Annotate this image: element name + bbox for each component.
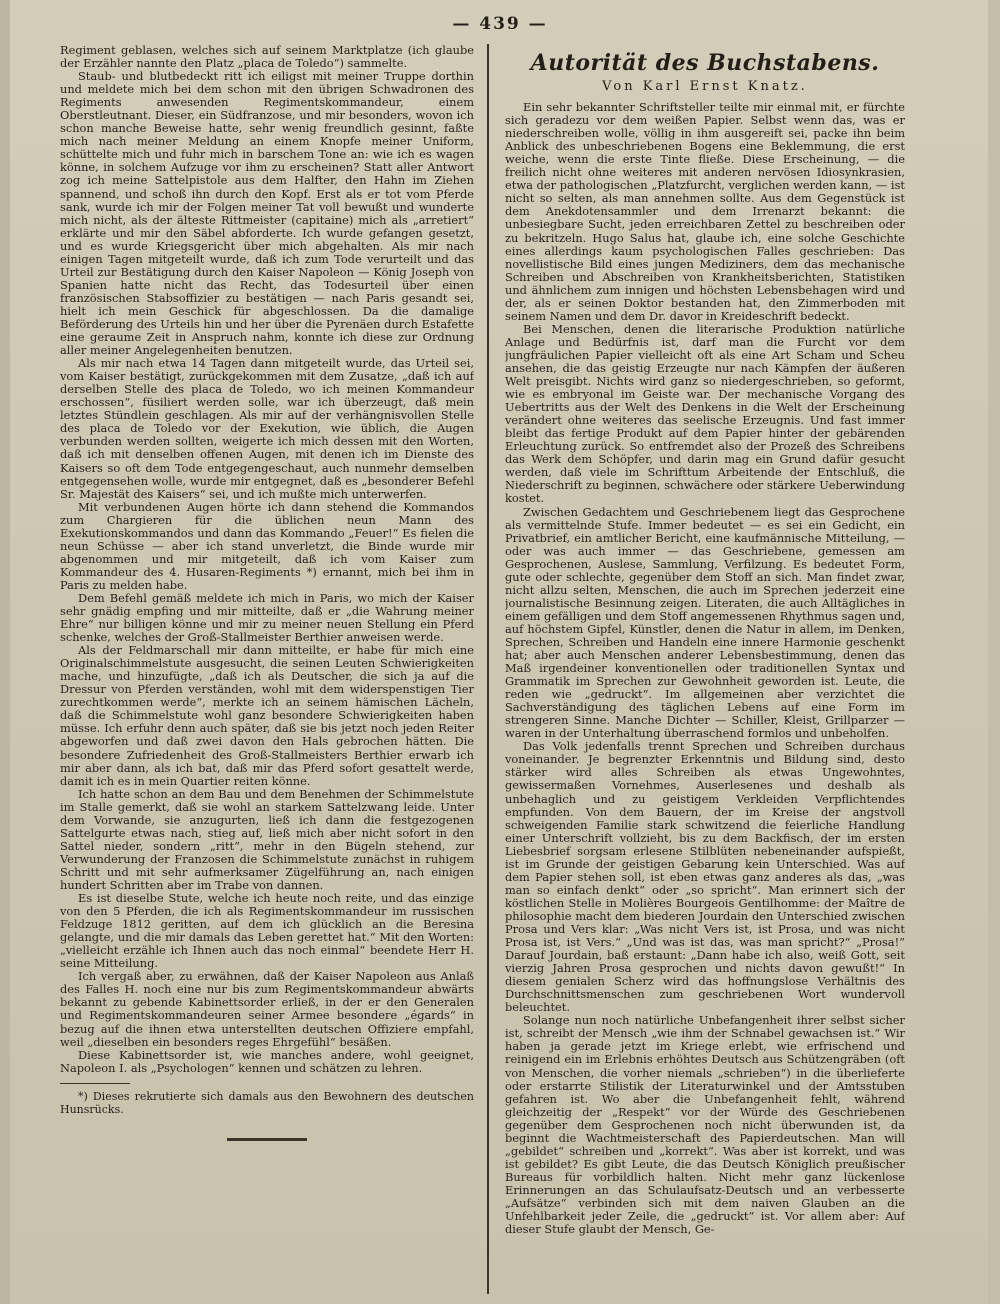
article-paragraph: Solange nun noch natürliche Unbefangenheit ihrer selbst sicher ist, schreibt der Mensch „wie ihm der Schnabel gewachsen ist.“ Wir haben ja gerade jetzt im Kriege erlebt, wie erfrischend und reinigend ein im Erlebnis erhöhtes Deutsch aus Schützengräben (oft von Menschen, die vorher niemals „schrieben“) in die überlieferte oder erstarrte Stilistik der Literaturwinkel und der Amtsstuben gefahren ist. Wo aber die Unbefangenheit fehlt, während gleichzeitig der „Respekt“ vor der Würde des Geschriebenen gegenüber dem Gesprochenen noch nicht überwunden ist, da beginnt die Wachtmeisterschaft des Papierdeutschen. Man will „gebildet“ schreiben und „korrekt“. Was aber ist korrekt, und was ist gebildet? Es gibt Leute, die das Deutsch Königlich preußischer Bureaus für vorbildlich halten. Nicht mehr ganz lückenlose Erinnerungen an das Schulaufsatz-Deutsch und an verbesserte „Aufsätze“ verbinden sich mit dem naiven Glauben an die Unfehlbarkeit jeder Zeile, die „gedruckt“ ist. Vor allem aber: Auf dieser Stufe glaubt der Mensch, Ge- — [505, 1013, 905, 1237]
right-column — [505, 50, 905, 1290]
left-paragraph: Es ist dieselbe Stute, welche ich heute noch reite, und das einzige von den 5 Pferden, die ich als Regimentskommandeur im russischen Feldzuge 1812 geritten, auf dem ich glücklich an die Beresina gelangte, und die mir damals das Leben gerettet hat.“ Mit den Worten: „vielleicht erzähle ich Ihnen auch das noch einmal“ beendete Herr H. seine Mitteilung. — [60, 891, 474, 971]
article-paragraph: Zwischen Gedachtem und Geschriebenem liegt das Gesprochene als vermittelnde Stufe. Immer bedeutet — es sei ein Gedicht, ein Privatbrief, ein amtlicher Bericht, eine kaufmännische Mitteilung, — oder was auch immer — das Geschriebene, gemessen am Gesprochenen, Auslese, Sammlung, Verfilzung. Es bedeutet Form, gute oder schlechte, gegenüber dem Stoff an sich. Man findet zwar, nicht allzu selten, Menschen, die auch im Sprechen jederzeit eine journalistische Besinnung zeigen. Literaten, die auch Alltägliches in einem gefälligen und dem Stoff angemessenen Rhythmus sagen und, auf höchstem Gipfel, Künstler, denen die Natur in allem, im Denken, Sprechen, Schreiben und Handeln eine innere Harmonie geschenkt hat; aber auch Menschen anderer Lebensbestimmung, denen das Maß irgendeiner konventionellen oder traditionellen Syntax und Grammatik im Sprechen zur Gewohnheit geworden ist. Leute, die reden wie „gedruckt“. Im allgemeinen aber verzichtet die Sachverständigung des täglichen Lebens auf eine Form im strengeren Sinne. Manche Dichter — Schiller, Kleist, Grillparzer — waren in der Unterhaltung überraschend formlos und unbeholfen. — [505, 504, 905, 741]
article-title: Autorität des Buchstabens. — [530, 50, 880, 76]
left-paragraph: Dem Befehl gemäß meldete ich mich in Paris, wo mich der Kaiser sehr gnädig empfing und mir mitteilte, daß er „die Wahrung meiner Ehre“ nur billigen könne und mir zu meiner neuen Stellung ein Pferd schenke, welches der Groß-Stallmeister Berthier anweisen werde. — [60, 590, 474, 645]
left-paragraph: Diese Kabinettsorder ist, wie manches andere, wohl geeignet, Napoleon I. als „Psychologen“ kennen und schätzen zu lehren. — [60, 1047, 474, 1075]
left-paragraph: Regiment geblasen, welches sich auf seinem Marktplatze (ich glaube der Erzähler nannte den Platz „placa de Toledo“) sammelte. — [60, 44, 474, 71]
page-left-edge — [0, 0, 10, 1304]
footnote: *) Dieses rekrutierte sich damals aus den Bewohnern des deutschen Hunsrücks. — [60, 1089, 474, 1116]
column-divider — [487, 44, 489, 1294]
left-column — [60, 44, 474, 1284]
left-paragraph: Mit verbundenen Augen hörte ich dann stehend die Kommandos zum Chargieren für die üblichen neun Mann des Exekutionskommandos und dann das Kommando „Feuer!“ Es fielen die neun Schüsse — aber ich stand unverletzt, die Binde wurde mir abgenommen und mir mitgeteilt, daß ich vom Kaiser zum Kommandeur des 4. Husaren-Regiments *) ernannt, mich bei ihm in Paris zu melden habe. — [60, 499, 474, 592]
article-author: Von Karl Ernst Knatz. — [602, 79, 808, 94]
article-paragraph: Das Volk jedenfalls trennt Sprechen und Schreiben durchaus voneinander. Je begrenzter Erkenntnis und Bildung sind, desto stärker wird alles Schreiben als etwas Ungewohntes, gewissermaßen Vornehmes, Auserlesenes und deshalb als unbehaglich und zu geistigem Verkleiden Verpflichtendes empfunden. Von dem Bauern, der im Kreise der angstvoll schweigenden Familie stark schwitzend die feierliche Handlung einer Unterschrift vollzieht, bis zu dem Backfisch, der im ersten Liebesbrief sorgsam erlesene Stilblüten nebeneinander aufspießt, ist im Grunde der geistigen Gebarung kein Unterschied. Was auf dem Papier stehen soll, ist eben etwas ganz anderes als das, „was man so einfach denkt“ oder „so spricht“. Man erinnert sich der köstlichen Stelle in Molières Bourgeois Gentilhomme: der Maître de philosophie macht dem biederen Jourdain den Unterschied zwischen Prosa und Vers klar: „Was nicht Vers ist, ist Prosa, und was nicht Prosa ist, ist Vers.“ „Und was ist das, was man spricht?“ „Prosa!“ Darauf Jourdain, baß erstaunt: „Dann habe ich also, weiß Gott, seit vierzig Jahren Prosa gesprochen und nichts davon gewußt!“ In diesem genialen Scherz wird das hoffnungslose Verhältnis des Durchschnittsmenschen zum geschriebenen Wort wundervoll beleuchtet. — [505, 739, 905, 1015]
page-number: — 439 — — [452, 14, 548, 34]
left-paragraph: Ich vergaß aber, zu erwähnen, daß der Kaiser Napoleon aus Anlaß des Falles H. noch eine nur bis zum Regimentskommandeur abwärts bekannt zu gebende Kabinettsorder erließ, in der er den Generalen und Regimentskommandeuren seiner Armee besondere „égards“ in bezug auf die ihnen etwa unterstellten deutschen Offiziere empfahl, weil „dieselben ein besonders reges Ehrgefühl“ besäßen. — [60, 969, 474, 1049]
article-paragraph: Bei Menschen, denen die literarische Produktion natürliche Anlage und Bedürfnis ist, darf man die Furcht vor dem jungfräulichen Papier vielleicht oft als eine Art Scham und Scheu ansehen, die das geistig Erzeugte nur nach Kämpfen der äußeren Welt preisgibt. Nichts wird ganz so niedergeschrieben, so geformt, wie es embryonal im Geiste war. Der mechanische Vorgang des Uebertritts aus der Welt des Denkens in die Welt der Erscheinung verändert ohne weiteres das seelische Erzeugnis. Und fast immer bleibt das fertige Produkt auf dem Papier hinter der gebärenden Erleuchtung zurück. So entfremdet also der Prozeß des Schreibens das Werk dem Schöpfer, und darin mag ein Grund dafür gesucht werden, daß viele im Schrifttum Arbeitende der Entschluß, die Niederschrift zu beginnen, schwächere oder stärkere Ueberwindung kostet. — [505, 321, 905, 506]
footnote-rule — [60, 1083, 130, 1084]
article-paragraph: Ein sehr bekannter Schriftsteller teilte mir einmal mit, er fürchte sich geradezu vor dem weißen Papier. Selbst wenn das, was er niederschreiben wolle, völlig in ihm ausgereift sei, packe ihn beim Anblick des unbeschriebenen Bogens eine Beklemmung, die erst weiche, wenn die erste Tinte fließe. Diese Erscheinung, — die freilich nicht ohne weiteres mit anderen nervösen Idiosynkrasien, etwa der pathologischen „Platzfurcht, verglichen werden kann, — ist nicht so selten, als man annehmen sollte. Aus dem Gegenstück ist dem Anekdotensammler und dem Irrenarzt bekannt: die unbesiegbare Sucht, jeden erreichbaren Zettel zu beschreiben oder zu bekritzeln. Hugo Salus hat, glaube ich, eine solche Geschichte eines allerdings kaum psychologischen Falles geschrieben: Das novellistische Bild eines jungen Mediziners, dem das mechanische Schreiben und Abschreiben von Krankheitsberichten, Statistiken und ähnlichem zum innigen und höchsten Lebensbehagen wird und der, als er seinen Doktor bestanden hat, den Zimmerboden mit seinem Namen und dem Dr. davor in Kreideschrift bedeckt. — [505, 100, 905, 323]
left-paragraph: Staub- und blutbedeckt ritt ich eiligst mit meiner Truppe dorthin und meldete mich bei dem schon mit den übrigen Schwadronen des Regiments anwesenden Regimentskommandeur, einem Oberstleutnant. Dieser, ein Südfranzose, und mir besonders, wovon ich schon manche Beweise hatte, sehr wenig freundlich gesinnt, faßte mich nach meiner Meldung an einem Knopfe meiner Uniform, schüttelte mich und fuhr mich in barschem Tone an: wie ich es wagen könne, in solchem Aufzuge vor ihm zu erscheinen? Statt aller Antwort zog ich meine Sattelpistole aus dem Halfter, den Hahn im Ziehen spannend, und schoß ihn durch den Kopf. Erst als er tot vom Pferde sank, wurde ich mir der Folgen meiner Tat voll bewußt und wunderte mich nicht, als der älteste Rittmeister (capitaine) mich als „arretiert“ erklärte und mir den Säbel abforderte. Ich wurde gefangen gesetzt, und es wurde Kriegsgericht über mich abgehalten. Als mir nach einigen Tagen mitgeteilt wurde, daß ich zum Tode verurteilt und das Urteil zur Bestätigung durch den Kaiser Napoleon — König Joseph von Spanien hatte nicht das Recht, das Todesurteil über einen französischen Stabsoffizier zu bestätigen — nach Paris gesandt sei, hielt ich mein Geschick für abgeschlossen. Da die damalige Beförderung des Urteils hin und her über die Pyrenäen durch Estafette eine geraume Zeit in Anspruch nahm, konnte ich diese zur Ordnung aller meiner Angelegenheiten benutzen. — [60, 69, 474, 358]
closing-rule — [227, 1138, 307, 1141]
left-paragraph: Als mir nach etwa 14 Tagen dann mitgeteilt wurde, das Urteil sei, vom Kaiser bestätigt, zurückgekommen mit dem Zusatze, „daß ich auf derselben Stelle des placa de Toledo, wo ich meinen Kommandeur erschossen“, füsiliert werden solle, war ich überzeugt, daß mein letztes Stündlein geschlagen. Als mir auf der verhängnisvollen Stelle des placa de Toledo vor der Exekution, wie üblich, die Augen verbunden werden sollten, weigerte ich mich dessen mit den Worten, daß ich mit denselben offenen Augen, mit denen ich im Dienste des Kaisers so oft dem Tode entgegengeschaut, auch nunmehr demselben entgegensehen wolle, wurde mir entgegnet, daß es „besonderer Befehl Sr. Majestät des Kaisers“ sei, und ich mußte mich unterwerfen. — [60, 356, 474, 501]
left-paragraph: Als der Feldmarschall mir dann mitteilte, er habe für mich eine Originalschimmelstute ausgesucht, die seinen Leuten Schwierigkeiten mache, und hinzufügte, „daß ich als Deutscher, die sich ja auf die Dressur von Pferden verständen, wohl mit dem widerspenstigen Tier zurechtkommen werde“, merkte ich an seinem hämischen Lächeln, daß die Schimmelstute wohl ganz besondere Schwierigkeiten haben müsse. Ich erfuhr denn auch später, daß sie bis jetzt noch jeden Reiter abgeworfen und daß zwei davon den Hals gebrochen hätten. Die besondere Zufriedenheit des Groß-Stallmeisters Berthier erwarb ich mir aber dann, als ich bat, daß mir das Pferd sofort gesattelt werde, damit ich es in mein Quartier reiten könne. — [60, 643, 474, 788]
left-paragraph: Ich hatte schon an dem Bau und dem Benehmen der Schimmelstute im Stalle gemerkt, daß sie wohl an starkem Sattelzwang leide. Unter dem Vorwande, sie anzugurten, ließ ich dann die festgezogenen Sattelgurte etwas nach, stieg auf, ließ mich aber nicht sofort in den Sattel nieder, sondern „ritt“, mehr in den Bügeln stehend, zur Verwunderung der Franzosen die Schimmelstute zunächst in ruhigem Schritt und mit sehr aufmerksamer Zügelführung an, nach einigen hundert Schritten aber im Trabe von dannen. — [60, 786, 474, 892]
page-right-edge — [988, 0, 1000, 1304]
